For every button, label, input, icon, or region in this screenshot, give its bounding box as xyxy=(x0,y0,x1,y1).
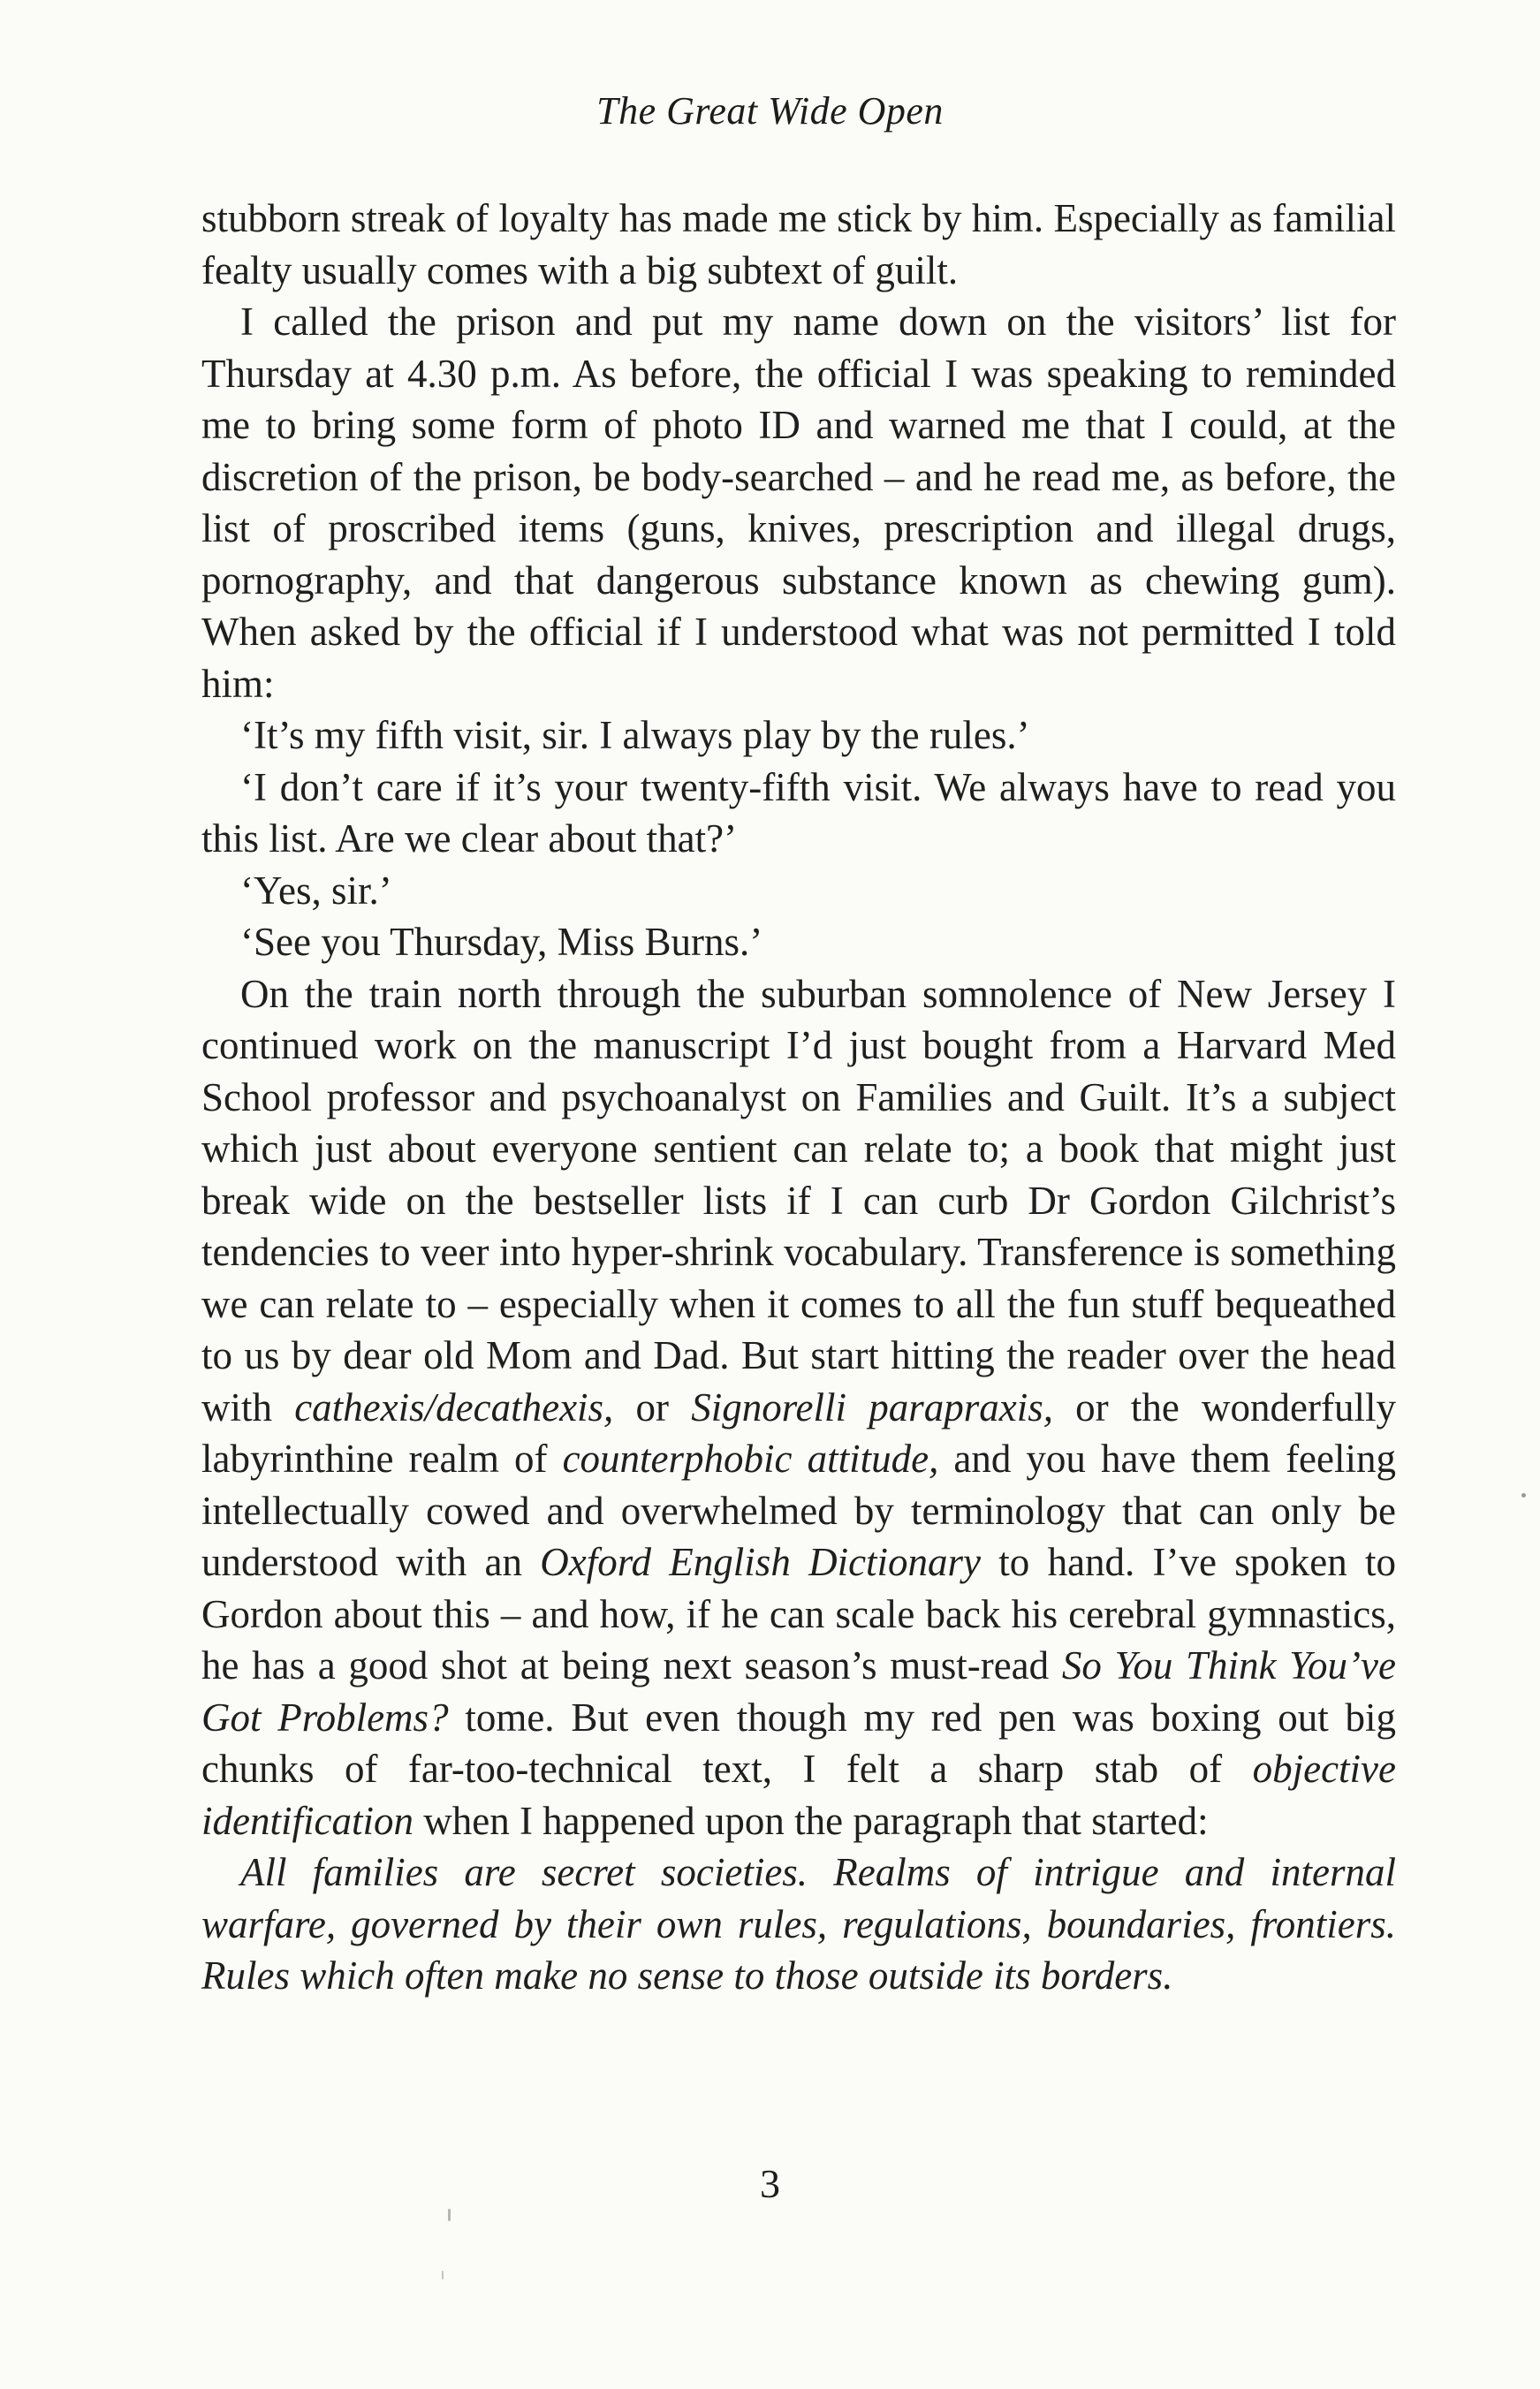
scan-speck xyxy=(442,2271,444,2279)
italic-term: Signorelli parapraxis, xyxy=(691,1384,1053,1430)
running-head-title: The Great Wide Open xyxy=(596,89,944,133)
paragraph-6: ‘See you Thursday, Miss Burns.’ xyxy=(240,920,763,964)
italic-term: cathexis/decathexis, xyxy=(294,1384,614,1430)
scan-speck xyxy=(448,2209,451,2221)
italic-title: So You Think You’ve Got Problems? xyxy=(201,1643,1396,1740)
paragraph-5: ‘Yes, sir.’ xyxy=(240,868,392,913)
text-run: when I happened upon the paragraph that started: xyxy=(413,1798,1209,1843)
italic-term: counterphobic attitude, xyxy=(562,1437,939,1481)
paragraph-7 xyxy=(201,968,1396,1847)
text-run: or xyxy=(613,1384,692,1430)
paragraph-2: I called the prison and put my name down on the visitors’ list for Thursday at 4.30 p.m. As before, the official I was speaking to reminded me to bring some form of photo ID and warned me that I could, at the discretion of the prison, be body-searched – and he read me, as before, the list of proscribed items (guns, knives, prescription and illegal drugs, pornography, and that dangerous substance known as chewing gum). When asked by the official if I understood what was not permitted I told him: xyxy=(201,300,1396,706)
paragraph-1: stubborn streak of loyalty has made me stick by him. Especially as familial fealty usually comes with a big subtext of guilt. xyxy=(201,196,1396,292)
text-run: or the wonderfully labyrinthine realm of xyxy=(201,1384,1396,1481)
italic-title: Oxford English Dictionary xyxy=(540,1540,982,1584)
paragraph-4: ‘I don’t care if it’s your twenty-fifth visit. We always have to read you this list. Are we clear about that?’ xyxy=(201,764,1396,861)
italic-quote: All families are secret societies. Realms of intrigue and internal warfare, governed by their own rules, regulations, boundaries, frontiers. Rules which often make no sense to those outside its borders. xyxy=(201,1850,1396,1998)
text-run: to hand. I’ve spoken to Gordon about this – and how, if he can scale back his cerebral gymnastics, he has a good shot at being next season’s must-read xyxy=(201,1540,1396,1687)
italic-term: objective identification xyxy=(201,1747,1396,1843)
paragraph-3: ‘It’s my fifth visit, sir. I always play by the rules.’ xyxy=(240,713,1030,757)
text-run: tome. But even though my red pen was boxing out big chunks of far-too-technical text, I felt a sharp stab of xyxy=(201,1695,1396,1791)
page-number: 3 xyxy=(760,2161,780,2206)
body-text xyxy=(201,193,1396,2002)
text-run: and you have them feeling intellectually cowed and overwhelmed by terminology that can only be understood with an xyxy=(201,1437,1397,1584)
text-run: On the train north through the suburban somnolence of New Jersey I continued work on the manuscript I’d just bought from a Harvard Med School professor and psychoanalyst on Families and Guilt. It’s a subject which just about everyone sentient can relate to; a book that might just break wide on the bestseller lists if I can curb Dr Gordon Gilchrist’s tendencies to veer into hyper-shrink vocabulary. Transference is something we can relate to – especially when it comes to all the fun stuff bequeathed to us by dear old Mom and Dad. But start hitting the reader over the head with xyxy=(201,971,1396,1430)
scan-speck xyxy=(1521,1493,1526,1498)
